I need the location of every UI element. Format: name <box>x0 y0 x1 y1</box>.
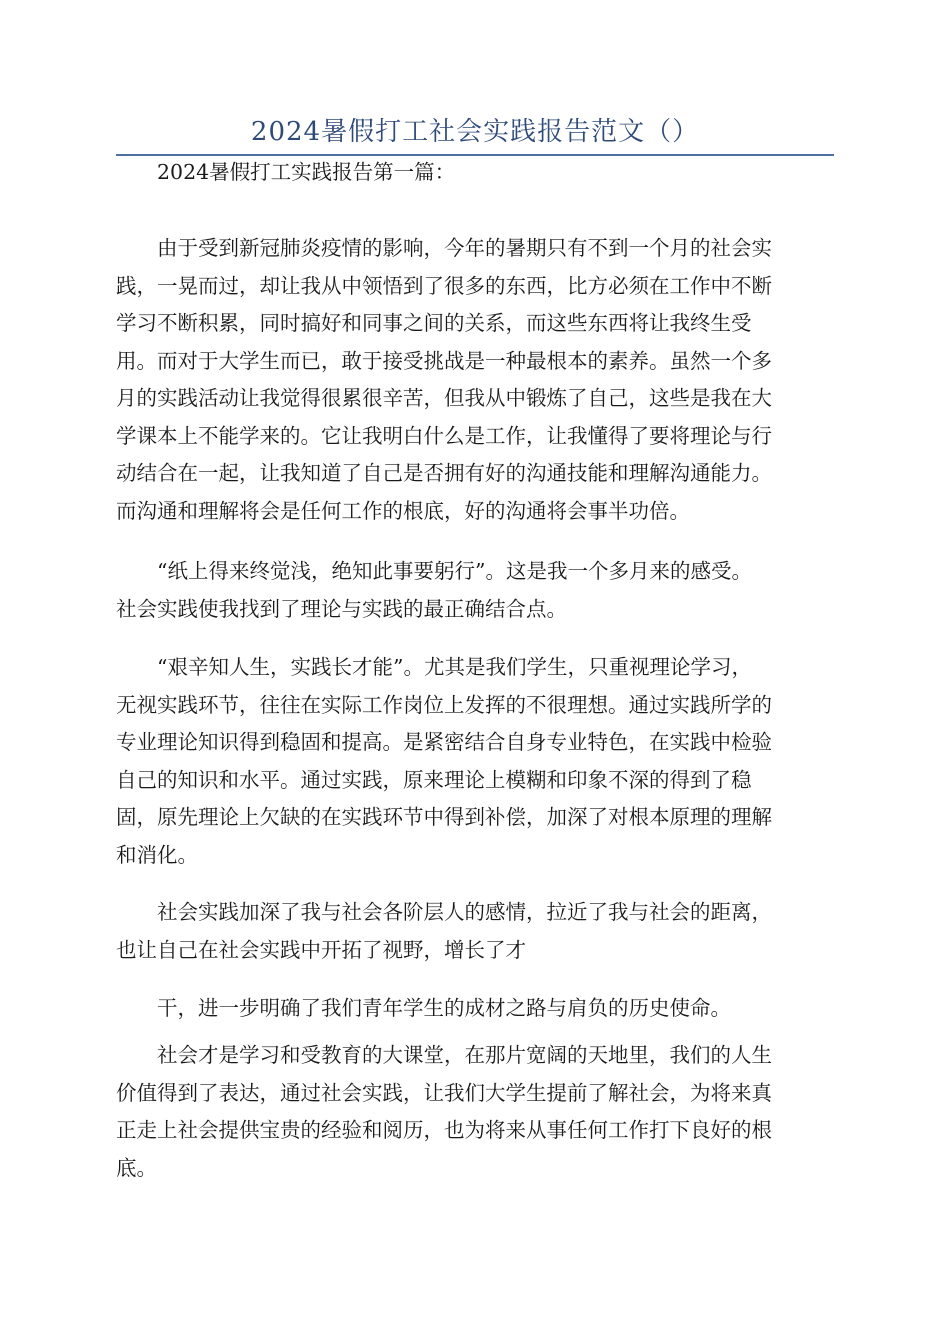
paragraph-line: 践，一晃而过，却让我从中领悟到了很多的东西，比方必须在工作中不断 <box>116 273 772 298</box>
paragraph-line: 动结合在一起，让我知道了自己是否拥有好的沟通技能和理解沟通能力。 <box>116 461 772 485</box>
paragraph-line: 和消化。 <box>116 842 198 867</box>
paragraph-2 <box>116 553 834 628</box>
document-title: 2024暑假打工社会实践报告范文（） <box>250 117 700 147</box>
paragraph-line: 固，原先理论上欠缺的在实践环节中得到补偿，加深了对根本原理的理解 <box>116 805 772 829</box>
paragraph-4 <box>116 894 834 969</box>
paragraph-line: 自己的知识和水平。通过实践，原来理论上模糊和印象不深的得到了稳 <box>116 767 752 792</box>
paragraph-line: 社会实践使我找到了理论与实践的最正确结合点。 <box>116 596 567 621</box>
paragraph-line: “纸上得来终觉浅，绝知此事要躬行”。这是我一个多月来的感受。 <box>157 559 752 583</box>
paragraph-line: “艰辛知人生，实践长才能”。尤其是我们学生，只重视理论学习， <box>157 655 752 679</box>
paragraph-line: 社会才是学习和受教育的大课堂，在那片宽阔的天地里，我们的人生 <box>157 1043 772 1067</box>
paragraph-line: 底。 <box>116 1155 157 1180</box>
paragraph-line: 价值得到了表达，通过社会实践，让我们大学生提前了解社会，为将来真 <box>116 1080 772 1105</box>
paragraph-line: 用。而对于大学生而已，敢于接受挑战是一种最根本的素养。虽然一个多 <box>116 348 772 373</box>
paragraph-line: 学课本上不能学来的。它让我明白什么是工作，让我懂得了要将理论与行 <box>116 423 772 448</box>
paragraph-line: 无视实践环节，往往在实际工作岗位上发挥的不很理想。通过实践所学的 <box>116 692 772 717</box>
paragraph-line: 学习不断积累，同时搞好和同事之间的关系，而这些东西将让我终生受 <box>116 311 752 335</box>
section-heading <box>116 154 834 192</box>
section-heading-text: 2024暑假打工实践报告第一篇： <box>157 160 456 184</box>
paragraph-3 <box>116 649 834 874</box>
paragraph-line: 社会实践加深了我与社会各阶层人的感情，拉近了我与社会的距离， <box>157 900 772 924</box>
paragraph-line: 正走上社会提供宝贵的经验和阅历，也为将来从事任何工作打下良好的根 <box>116 1118 772 1142</box>
paragraph-line: 而沟通和理解将会是任何工作的根底，好的沟通将会事半功倍。 <box>116 498 690 523</box>
paragraph-line: 月的实践活动让我觉得很累很辛苦，但我从中锻炼了自己，这些是我在大 <box>116 386 772 410</box>
paragraph-6 <box>116 1037 834 1187</box>
paragraph-line: 也让自己在社会实践中开拓了视野，增长了才 <box>116 937 526 962</box>
paragraph-line: 专业理论知识得到稳固和提高。是紧密结合自身专业特色，在实践中检验 <box>116 730 772 754</box>
paragraph-line: 由于受到新冠肺炎疫情的影响，今年的暑期只有不到一个月的社会实 <box>157 236 772 260</box>
paragraph-line: 干，进一步明确了我们青年学生的成材之路与肩负的历史使命。 <box>157 996 731 1020</box>
paragraph-1 <box>116 230 834 530</box>
paragraph-5 <box>116 990 834 1028</box>
